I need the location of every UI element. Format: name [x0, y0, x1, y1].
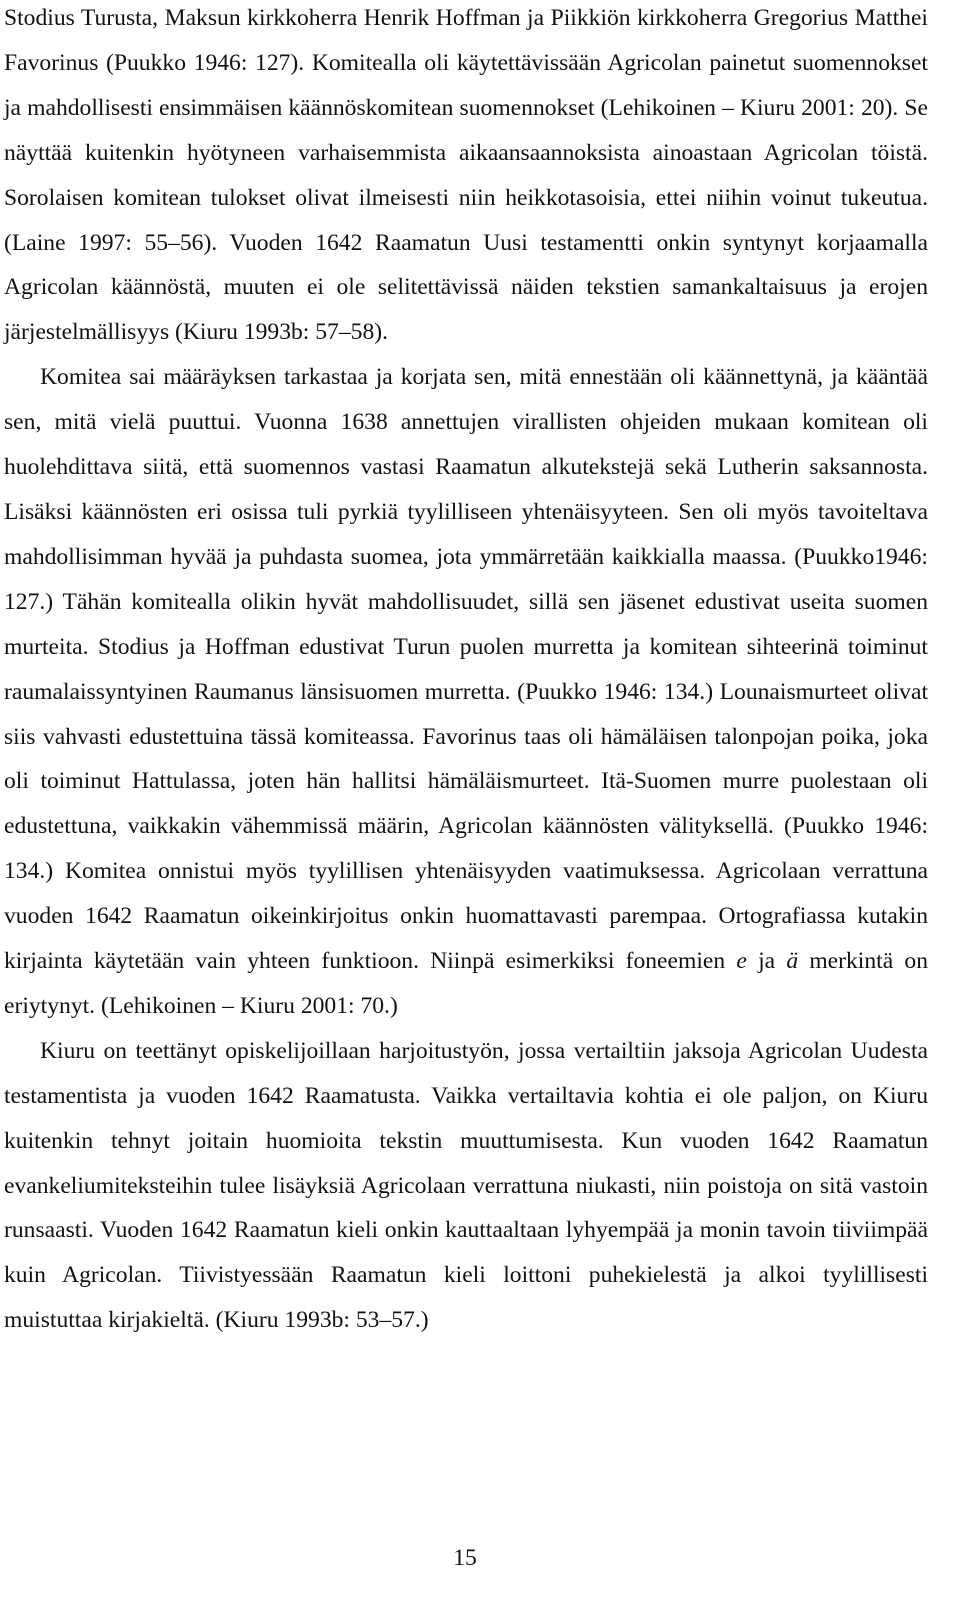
- paragraph-1: Stodius Turusta, Maksun kirkkoherra Henrik Hoffman ja Piikkiön kirkkoherra Gregorius Matthei Favorinus (Puukko 1946: 127). Komitealla oli käytettävissään Agricolan painetut suomennokset ja mahdollisesti ensimmäisen käännöskomitean suomennokset (Lehikoinen – Kiuru 2001: 20). Se näyttää kuitenkin hyötyneen varhaisemmista aikaansaannoksista ainoastaan Agricolan töistä. Sorolaisen komitean tulokset olivat ilmeisesti niin heikkotasoisia, ettei niihin voinut tukeutua. (Laine 1997: 55–56). Vuoden 1642 Raamatun Uusi testamentti onkin syntynyt korjaamalla Agricolan käännöstä, muuten ei ole selitettävissä näiden tekstien samankaltaisuus ja erojen järjestelmällisyys (Kiuru 1993b: 57–58).: [4, 5, 928, 346]
- italic-letter-ae: ä: [786, 948, 799, 975]
- paragraph-3: Kiuru on teettänyt opiskelijoillaan harjoitustyön, jossa vertailtiin jaksoja Agricolan Uudesta testamentista ja vuoden 1642 Raamatusta. Vaikka vertailtavia kohtia ei ole paljon, on Kiuru kuitenkin tehnyt joitain huomioita tekstin muuttumisesta. Kun vuoden 1642 Raamatun evankeliumiteksteihin tulee lisäyksiä Agricolaan verrattuna niukasti, niin poistoja on sitä vastoin runsaasti. Vuoden 1642 Raamatun kieli onkin kauttaaltaan lyhyempää ja monin tavoin tiiviimpää kuin Agricolan. Tiivistyessään Raamatun kieli loittoni puhekielestä ja alkoi tyylillisesti muistuttaa kirjakieltä. (Kiuru 1993b: 53–57.): [4, 1037, 928, 1334]
- paragraph-2-text-before: Komitea sai määräyksen tarkastaa ja korjata sen, mitä ennestään oli käännettynä, ja kääntää sen, mitä vielä puuttui. Vuonna 1638 annettujen virallisten ohjeiden mukaan komitean oli huolehdittava siitä, että suomennos vastasi Raamatun alkutekstejä sekä Lutherin saksannosta. Lisäksi käännösten eri osissa tuli pyrkiä tyylilliseen yhtenäisyyteen. Sen oli myös tavoiteltava mahdollisimman hyvää ja puhdasta suomea, jota ymmärretään kaikkialla maassa. (Puukko1946: 127.) Tähän komitealla olikin hyvät mahdollisuudet, sillä sen jäsenet edustivat useita suomen murteita. Stodius ja Hoffman edustivat Turun puolen murretta ja komitean sihteerinä toiminut raumalaissyntyinen Raumanus länsisuomen murretta. (Puukko 1946: 134.) Lounaismurteet olivat siis vahvasti edustettuina tässä komiteassa. Favorinus taas oli hämäläisen talonpojan poika, joka oli toiminut Hattulassa, joten hän hallitsi hämäläismurteet. Itä-Suomen murre puolestaan oli edustettuna, vaikkakin vähemmissä määrin, Agricolan käännösten välityksellä. (Puukko 1946: 134.) Komitea onnistui myös tyylillisen yhtenäisyyden vaatimuksessa. Agricolaan verrattuna vuoden 1642 Raamatun oikeinkirjoitus onkin huomattavasti parempaa. Ortografiassa kutakin kirjainta käytetään vain yhteen funktioon. Niinpä esimerkiksi foneemien: [4, 364, 928, 975]
- paragraph-2-text-mid: ja: [746, 948, 787, 975]
- document-page: [4, 0, 928, 1343]
- page-number: 15: [453, 1545, 477, 1571]
- paragraph-2: [4, 355, 928, 1029]
- paragraph-2-text-after: merkintä on eriytynyt. (Lehikoinen – Kiuru 2001: 70.): [4, 948, 928, 1019]
- italic-letter-e: e: [736, 948, 747, 975]
